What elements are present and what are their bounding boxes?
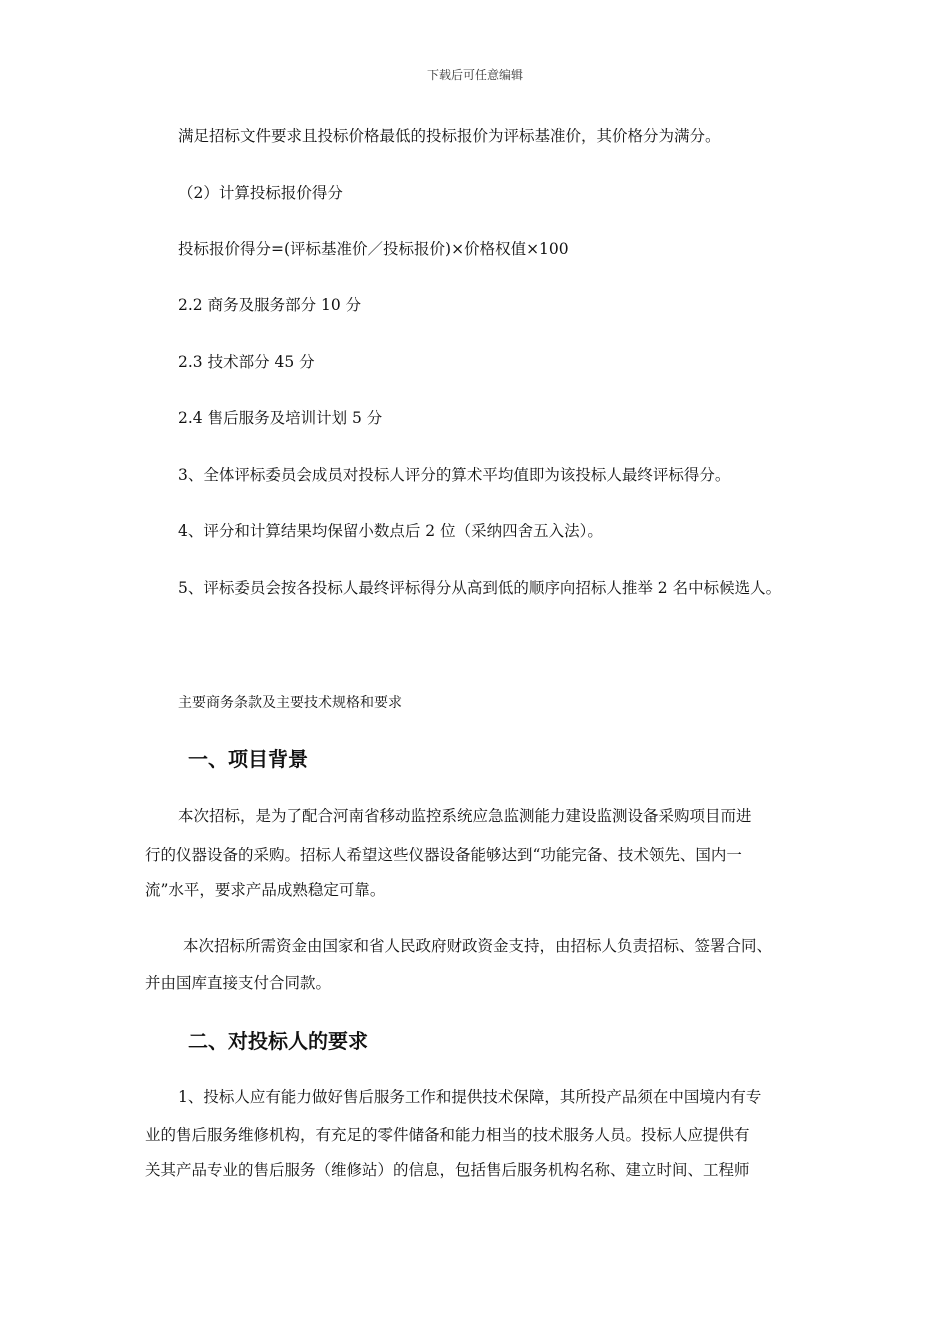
text-line: 2.2 商务及服务部分 10 分 [178,296,362,314]
text-line: 投标报价得分=(评标基准价／投标报价)×价格权值×100 [178,240,569,258]
page-header: 下载后可任意编辑 [426,68,523,82]
heading-project-background: 一、项目背景 [188,747,308,771]
paragraph-line: 并由国库直接支付合同款。 [145,974,332,992]
heading-bidder-requirements: 二、对投标人的要求 [188,1029,368,1053]
paragraph-line: 行的仪器设备的采购。招标人希望这些仪器设备能够达到“功能完备、技术领先、国内一 [145,846,742,864]
paragraph-line: 业的售后服务维修机构，有充足的零件储备和能力相当的技术服务人员。投标人应提供有 [145,1126,750,1144]
paragraph-line: 1、投标人应有能力做好售后服务工作和提供技术保障，其所投产品须在中国境内有专 [178,1088,762,1106]
paragraph-line: 本次招标所需资金由国家和省人民政府财政资金支持，由招标人负责招标、签署合同、 [183,937,773,955]
text-line: 2.4 售后服务及培训计划 5 分 [178,409,383,427]
text-line: 2.3 技术部分 45 分 [178,353,315,371]
paragraph-line: 本次招标，是为了配合河南省移动监控系统应急监测能力建设监测设备采购项目而进 [178,807,752,825]
paragraph-line: 流”水平，要求产品成熟稳定可靠。 [145,881,386,899]
text-line: 4、评分和计算结果均保留小数点后 2 位（采纳四舍五入法）。 [178,522,603,540]
text-line: 5、评标委员会按各投标人最终评标得分从高到低的顺序向招标人推举 2 名中标候选人。 [178,579,782,597]
text-line: 满足招标文件要求且投标价格最低的投标报价为评标基准价，其价格分为满分。 [178,127,721,145]
paragraph-line: 关其产品专业的售后服务（维修站）的信息，包括售后服务机构名称、建立时间、工程师 [145,1161,750,1179]
text-line: （2）计算投标报价得分 [178,184,343,202]
section-title: 主要商务条款及主要技术规格和要求 [178,695,402,711]
text-line: 3、全体评标委员会成员对投标人评分的算术平均值即为该投标人最终评标得分。 [178,466,731,484]
